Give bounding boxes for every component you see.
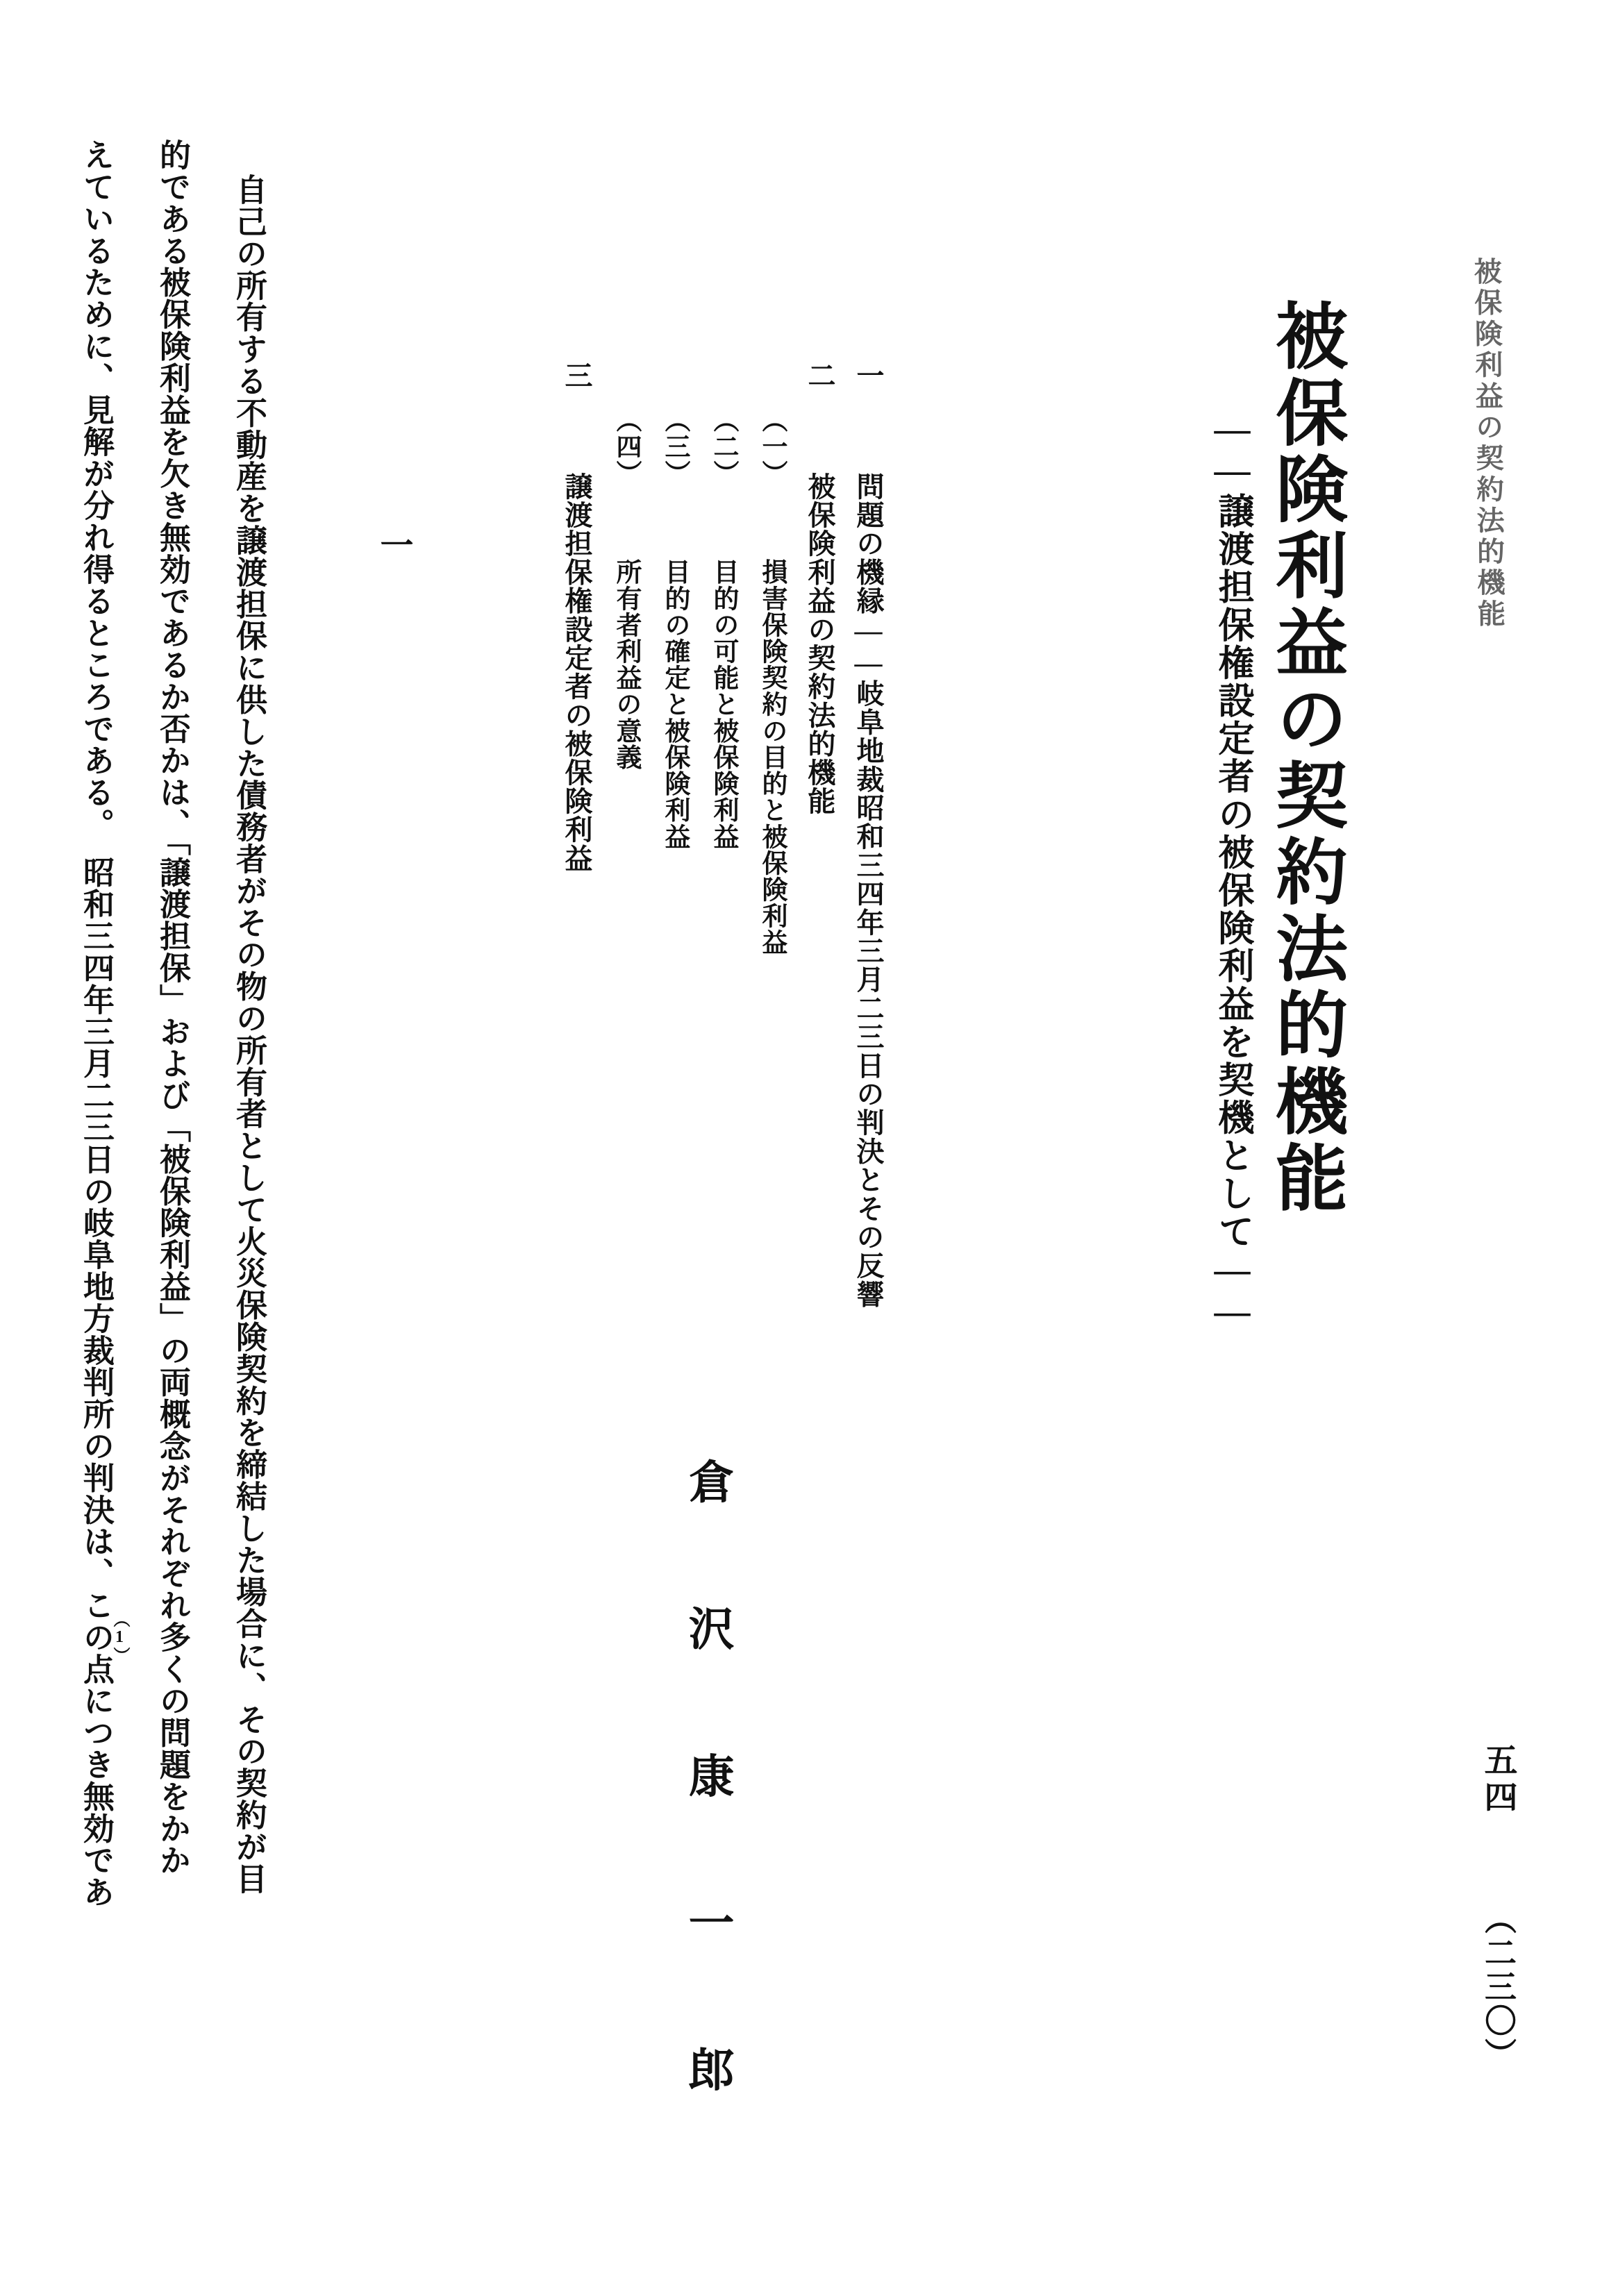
page-title: 被保険利益の契約法的機能 bbox=[1265, 299, 1345, 1217]
toc-subitem-2 bbox=[710, 407, 736, 850]
section-number: 一 bbox=[375, 528, 412, 562]
toc-item-3-num: 三 bbox=[561, 361, 592, 390]
toc-subitem-1-label: 損害保険契約の目的と被保険利益 bbox=[758, 558, 786, 956]
toc-item-2-num: 二 bbox=[804, 361, 835, 390]
toc-subitem-3 bbox=[662, 407, 687, 850]
body-line-2: 的である被保険利益を欠き無効であるか否かは、「譲渡担保」および「被保険利益」の両概念がそれぞれ多くの問題をかか bbox=[155, 139, 190, 1876]
toc-item-3 bbox=[562, 361, 590, 872]
author-name: 倉 沢 康 一 郎 bbox=[681, 1458, 732, 2117]
folio-kanji: 五四 bbox=[1479, 1743, 1516, 1816]
toc-subitem-2-num: （二） bbox=[709, 407, 737, 487]
toc-item-2 bbox=[806, 361, 833, 815]
toc-subitem-4 bbox=[613, 407, 639, 770]
toc-subitem-3-label: 目的の確定と被保険利益 bbox=[660, 558, 689, 850]
folio-paren: （二三〇） bbox=[1481, 1902, 1516, 2072]
toc-subitem-1-num: （一） bbox=[758, 407, 786, 487]
toc-item-3-label: 譲渡担保権設定者の被保険利益 bbox=[561, 471, 592, 873]
body-line-3-text: えているために、見解が分れ得るところである。 昭和三四年三月二三日の岐阜地方裁判所の判決は、この点につき無効であ bbox=[78, 139, 113, 1908]
toc-subitem-4-num: （四） bbox=[612, 407, 640, 487]
footnote-marker: （1） bbox=[110, 1611, 128, 1664]
toc-item-1-label: 問題の機縁——岐阜地裁昭和三四年三月二三日の判決とその反響 bbox=[853, 471, 884, 1309]
body-line-3 bbox=[80, 139, 111, 2187]
toc-subitem-2-label: 目的の可能と被保険利益 bbox=[709, 558, 737, 850]
running-header: 被保険利益の契約法的機能 bbox=[1470, 256, 1506, 630]
body-line-1: 自己の所有する不動産を譲渡担保に供した債務者がその物の所有者として火災保険契約を締結した場合に、その契約が目 bbox=[231, 174, 266, 1895]
toc-item-1 bbox=[854, 361, 882, 1308]
page-subtitle: ——譲渡担保権設定者の被保険利益を契機として—— bbox=[1212, 410, 1252, 1334]
toc-subitem-3-num: （三） bbox=[660, 407, 689, 487]
toc-subitem-1 bbox=[759, 407, 785, 955]
toc-item-2-label: 被保険利益の契約法的機能 bbox=[804, 471, 835, 816]
toc-subitem-4-label: 所有者利益の意義 bbox=[612, 558, 640, 771]
toc-item-1-num: 一 bbox=[853, 361, 884, 390]
